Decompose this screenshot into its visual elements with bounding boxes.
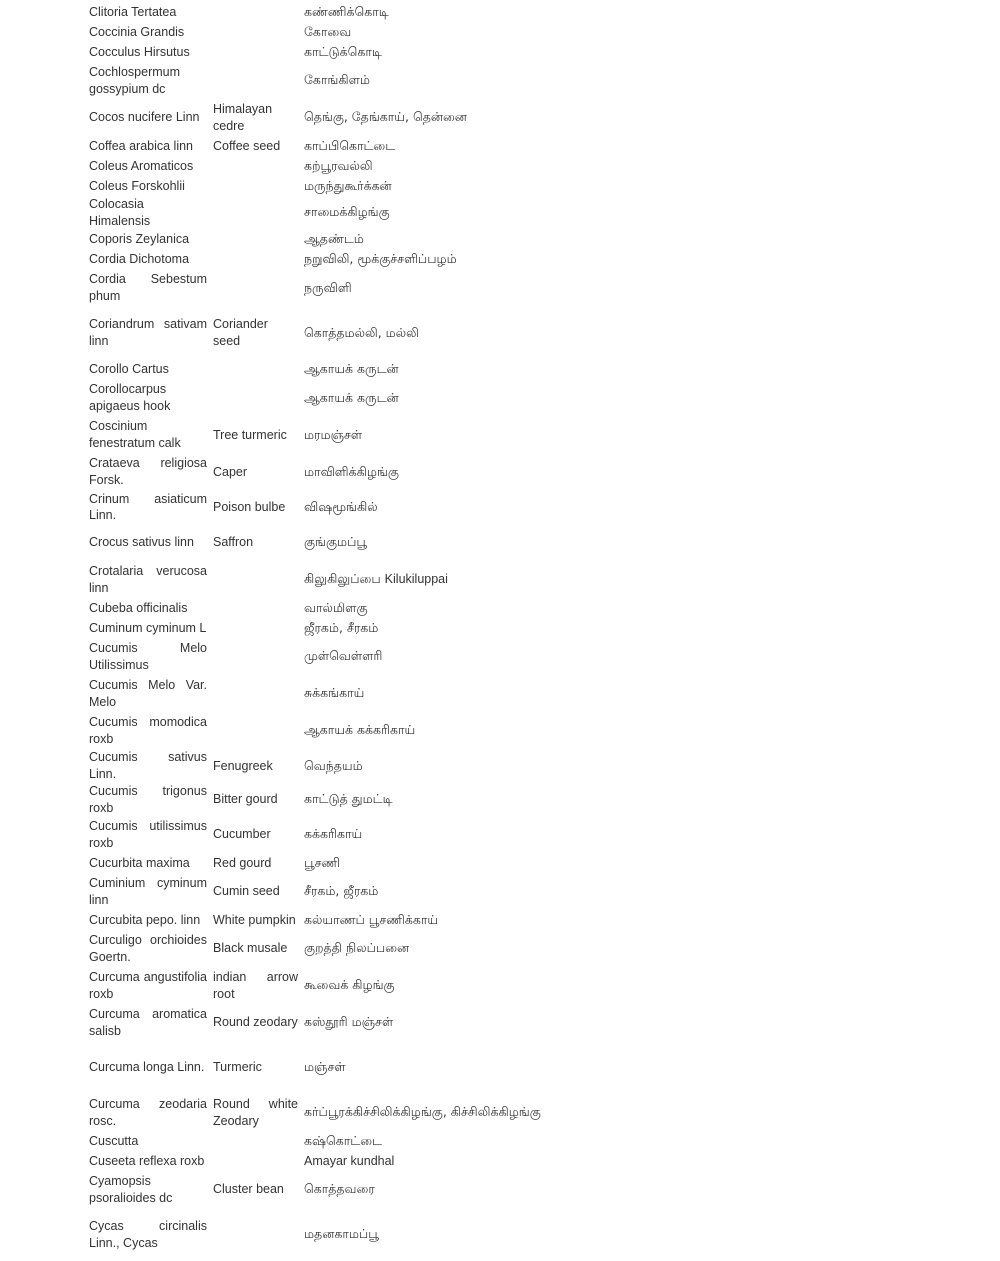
english-name-cell [210, 618, 301, 638]
english-name-cell: Round zeodary [213, 1015, 298, 1030]
table-row [86, 930, 887, 967]
english-name-cell [210, 156, 301, 176]
botanical-name-cell: Cucumis utilissimus roxb [89, 819, 207, 850]
tamil-name-text: மாவிளிக்கிழங்கு [304, 463, 399, 479]
table-row [86, 2, 887, 22]
tamil-name-cell [301, 250, 887, 270]
english-name-cell: indian arrow root [213, 970, 298, 1001]
english-name-cell: Cucumber [213, 827, 271, 842]
english-name-cell: Coriander seed [213, 317, 268, 349]
table-row [86, 230, 887, 250]
botanical-name-cell: Cuseeta reflexa roxb [89, 1153, 205, 1168]
tamil-name-cell [301, 853, 887, 873]
tamil-name-text: வால்மிளகு [304, 599, 368, 615]
botanical-name-cell: Clitoria Tertatea [89, 4, 177, 19]
tamil-name-cell [301, 491, 887, 525]
tamil-name-text: காட்டுக்கொடி [304, 43, 382, 59]
tamil-name-text: கண்ணிக்கொடி [304, 3, 389, 19]
tamil-name-text: நறுவிலி, மூக்குச்சளிப்பழம் [304, 251, 457, 267]
english-name-cell: Cumin seed [213, 884, 280, 899]
tamil-name-cell [301, 873, 887, 910]
tamil-name-text: மதனகாமப்பூ [304, 1226, 379, 1242]
english-name-cell [210, 250, 301, 270]
tamil-name-text: கொத்தமல்லி, மல்லி [304, 324, 419, 340]
tamil-name-cell [301, 783, 887, 817]
table-row [86, 99, 887, 136]
tamil-name-cell [301, 307, 887, 360]
botanical-name-cell: Coporis Zeylanica [89, 232, 190, 247]
tamil-name-cell [301, 1208, 887, 1261]
english-name-cell [210, 712, 301, 749]
tamil-name-cell [301, 712, 887, 749]
english-name-cell [210, 230, 301, 250]
tamil-name-cell [301, 1151, 887, 1171]
botanical-name-cell: Curculigo orchioides Goertn. [89, 933, 207, 964]
table-row [86, 873, 887, 910]
english-name-cell: Himalayan cedre [213, 101, 273, 133]
table-row [86, 1151, 887, 1171]
english-name-cell: Round white Zeodary [213, 1097, 298, 1128]
tamil-name-cell [301, 638, 887, 675]
tamil-name-text: கர்ப்பூரக்கிச்சிலிக்கிழங்கு, கிச்சிலிக்கிழங்கு [304, 1104, 541, 1120]
english-name-cell [210, 598, 301, 618]
tamil-name-text: கல்யாணப் பூசணிக்காய் [304, 911, 439, 927]
table-row [86, 675, 887, 712]
english-name-cell [210, 1131, 301, 1151]
botanical-name-cell: Crocus sativus linn [89, 535, 194, 550]
botanical-name-cell: Curcuma angustifolia roxb [89, 970, 207, 1001]
tamil-name-text: கோவை [304, 23, 352, 39]
english-name-cell: White pumpkin [213, 912, 296, 927]
english-name-cell [210, 2, 301, 22]
table-row [86, 1208, 887, 1261]
tamil-name-text: கிலுகிலுப்பை [304, 571, 381, 587]
english-name-cell: Caper [213, 464, 248, 479]
tamil-name-text: சாமைக்கிழங்கு [304, 204, 390, 220]
tamil-name-cell [301, 561, 887, 598]
tamil-name-cell [301, 196, 887, 230]
tamil-name-cell [301, 1004, 887, 1041]
botanical-name-cell: Coleus Aromaticos [89, 158, 194, 173]
botanical-name-cell: Cyamopsis psoralioides dc [89, 1174, 173, 1205]
botanical-name-cell: Coriandrum sativam linn [89, 317, 207, 349]
botanical-name-cell: Cocculus Hirsutus [89, 44, 190, 59]
botanical-name-cell: Crotalaria verucosa linn [89, 563, 207, 595]
table-row [86, 853, 887, 873]
english-name-cell: Red gourd [213, 855, 272, 870]
table-row [86, 561, 887, 598]
tamil-name-cell [301, 99, 887, 136]
english-name-cell [210, 1208, 301, 1261]
table-row [86, 1094, 887, 1131]
tamil-name-cell [301, 749, 887, 783]
tamil-name-cell [301, 618, 887, 638]
tamil-name-text: குறத்தி நிலப்பனை [304, 940, 410, 956]
botanical-name-cell: Curcubita pepo. linn [89, 912, 201, 927]
botanical-name-cell: Colocasia Himalensis [89, 197, 151, 228]
table-row [86, 380, 887, 417]
botanical-name-cell: Coffea arabica linn [89, 138, 194, 153]
table-row [86, 1004, 887, 1041]
botanical-name-cell: Cucumis Melo Utilissimus [89, 640, 207, 672]
table-row [86, 491, 887, 525]
botanical-name-cell: Cubeba officinalis [89, 600, 188, 615]
tamil-name-cell [301, 816, 887, 853]
tamil-name-text: சுக்கங்காய் [304, 685, 365, 701]
tamil-name-text: முள்வெள்ளரி [304, 648, 383, 664]
tamil-name-cell [301, 675, 887, 712]
botanical-name-cell: Cocos nucifere Linn [89, 110, 200, 125]
tamil-name-text: நருவிளி [304, 279, 352, 295]
table-row [86, 524, 887, 561]
tamil-name-cell [301, 1171, 887, 1208]
english-name-cell [210, 176, 301, 196]
english-name-cell: Black musale [213, 941, 288, 956]
english-name-cell: Saffron [213, 535, 254, 550]
table-row [86, 910, 887, 930]
botanical-name-cell: Curcuma longa Linn. [89, 1060, 205, 1075]
tamil-name-cell [301, 1131, 887, 1151]
english-name-cell [210, 380, 301, 417]
botanical-name-cell: Crinum asiaticum Linn. [89, 491, 207, 523]
english-name-cell [210, 1151, 301, 1171]
tamil-name-cell [301, 2, 887, 22]
english-name-cell: Turmeric [213, 1060, 262, 1075]
botanical-name-cell: Cucumis trigonus roxb [89, 783, 207, 815]
table-row [86, 967, 887, 1004]
english-name-cell [210, 270, 301, 307]
botanical-name-cell: Cordia Dichotoma [89, 252, 190, 267]
tamil-name-cell [301, 1094, 887, 1131]
botanical-name-cell: Cordia Sebestum phum [89, 272, 207, 304]
botanical-name-cell: Corollocarpus apigaeus hook [89, 382, 171, 414]
table-row [86, 22, 887, 42]
table-row [86, 618, 887, 638]
tamil-name-text: மருந்துகூர்க்கன் [304, 177, 392, 193]
english-name-cell [210, 360, 301, 380]
botanical-name-cell: Curcuma aromatica salisb [89, 1007, 207, 1038]
english-name-cell [210, 196, 301, 230]
botanical-name-cell: Coscinium fenestratum calk [89, 419, 181, 451]
english-name-cell: Bitter gourd [213, 792, 278, 807]
table-row [86, 62, 887, 99]
tamil-name-cell [301, 176, 887, 196]
tamil-name-cell [301, 156, 887, 176]
tamil-name-cell [301, 42, 887, 62]
tamil-name-cell [301, 22, 887, 42]
tamil-name-text: கற்பூரவல்லி [304, 157, 373, 173]
english-name-cell: Coffee seed [213, 138, 281, 153]
tamil-name-cell [301, 598, 887, 618]
english-name-cell: Poison bulbe [213, 499, 286, 514]
english-name-cell: Cluster bean [213, 1182, 284, 1197]
botanical-name-cell: Cuscutta [89, 1133, 139, 1148]
botanical-name-cell: Corollo Cartus [89, 362, 169, 377]
botanical-name-cell: Cucumis momodica roxb [89, 714, 207, 746]
table-row [86, 598, 887, 618]
english-name-cell: Fenugreek [213, 758, 273, 773]
tamil-name-cell [301, 417, 887, 454]
tamil-name-text: ஆகாயக் கருடன் [304, 389, 399, 405]
tamil-name-cell [301, 360, 887, 380]
botanical-name-cell: Cucumis sativus Linn. [89, 750, 207, 781]
english-name-cell [210, 561, 301, 598]
tamil-name-text: Amayar kundhal [304, 1153, 395, 1168]
botanical-name-cell: Cucurbita maxima [89, 855, 190, 870]
tamil-name-text: தெங்கு, தேங்காய், தென்னை [304, 109, 467, 125]
tamil-name-text: கஷ்கொட்டை [304, 1132, 382, 1148]
table-row [86, 176, 887, 196]
table-row [86, 307, 887, 360]
tamil-name-cell [301, 62, 887, 99]
tamil-name-text: கொத்தவரை [304, 1181, 375, 1197]
english-name-cell [210, 638, 301, 675]
tamil-name-cell [301, 1041, 887, 1094]
tamil-name-cell [301, 930, 887, 967]
botanical-name-cell: Cochlospermum gossypium dc [89, 64, 181, 96]
tamil-name-text: பூசணி [304, 854, 341, 870]
table-row [86, 638, 887, 675]
tamil-name-text: கோங்கிளம் [304, 72, 370, 88]
tamil-name-text: கக்கரிகாய் [304, 826, 363, 842]
table-row [86, 196, 887, 230]
botanical-name-cell: Cuminum cyminum L [89, 620, 207, 635]
english-name-cell [210, 42, 301, 62]
tamil-name-cell [301, 380, 887, 417]
table-row [86, 783, 887, 817]
table-row [86, 749, 887, 783]
table-row [86, 270, 887, 307]
tamil-name-text: ஆகாயக் கக்கரிகாய் [304, 722, 416, 738]
botanical-name-cell: Crataeva religiosa Forsk. [89, 456, 207, 488]
tamil-name-text: கூவைக் கிழங்கு [304, 977, 395, 993]
table-row [86, 360, 887, 380]
table-row [86, 42, 887, 62]
table-row [86, 250, 887, 270]
table-row [86, 156, 887, 176]
tamil-name-cell [301, 136, 887, 156]
tamil-name-text: வெந்தயம் [304, 757, 363, 773]
botanical-name-cell: Coleus Forskohlii [89, 178, 185, 193]
tamil-name-text: விஷமூங்கில் [304, 498, 378, 514]
tamil-name-cell [301, 454, 887, 491]
transliteration-text: Kilukiluppai [384, 572, 448, 587]
tamil-name-cell [301, 967, 887, 1004]
tamil-name-cell [301, 230, 887, 250]
table-row [86, 454, 887, 491]
tamil-name-text: குங்குமப்பூ [304, 534, 367, 550]
english-name-cell [210, 675, 301, 712]
botanical-name-cell: Cucumis Melo Var. Melo [89, 677, 207, 709]
tamil-name-text: கஸ்தூரி மஞ்சள் [304, 1014, 394, 1030]
english-name-cell [210, 22, 301, 42]
tamil-name-text: ஆதண்டம் [304, 231, 364, 247]
table-row [86, 1171, 887, 1208]
botanical-name-cell: Cycas circinalis Linn., Cycas [89, 1219, 207, 1250]
tamil-name-text: மரமஞ்சள் [304, 426, 363, 442]
english-name-cell: Tree turmeric [213, 427, 287, 442]
botanical-name-cell: Coccinia Grandis [89, 24, 185, 39]
tamil-name-cell [301, 524, 887, 561]
tamil-name-text: காப்பிகொட்டை [304, 137, 396, 153]
tamil-name-text: ஜீரகம், சீரகம் [304, 619, 379, 635]
table-row [86, 1131, 887, 1151]
herb-names-table [86, 2, 887, 1261]
table-row [86, 417, 887, 454]
table-row [86, 136, 887, 156]
tamil-name-cell [301, 270, 887, 307]
table-body [86, 2, 887, 1261]
tamil-name-text: சீரகம், ஜீரகம் [304, 883, 379, 899]
table-row [86, 712, 887, 749]
tamil-name-text: ஆகாயக் கருடன் [304, 361, 399, 377]
botanical-name-cell: Cuminium cyminum linn [89, 876, 207, 907]
tamil-name-text: மஞ்சள் [304, 1059, 346, 1075]
table-row [86, 1041, 887, 1094]
tamil-name-cell [301, 910, 887, 930]
tamil-name-text: காட்டுத் துமட்டி [304, 791, 393, 807]
botanical-name-cell: Curcuma zeodaria rosc. [89, 1097, 207, 1128]
english-name-cell [210, 62, 301, 99]
table-row [86, 816, 887, 853]
